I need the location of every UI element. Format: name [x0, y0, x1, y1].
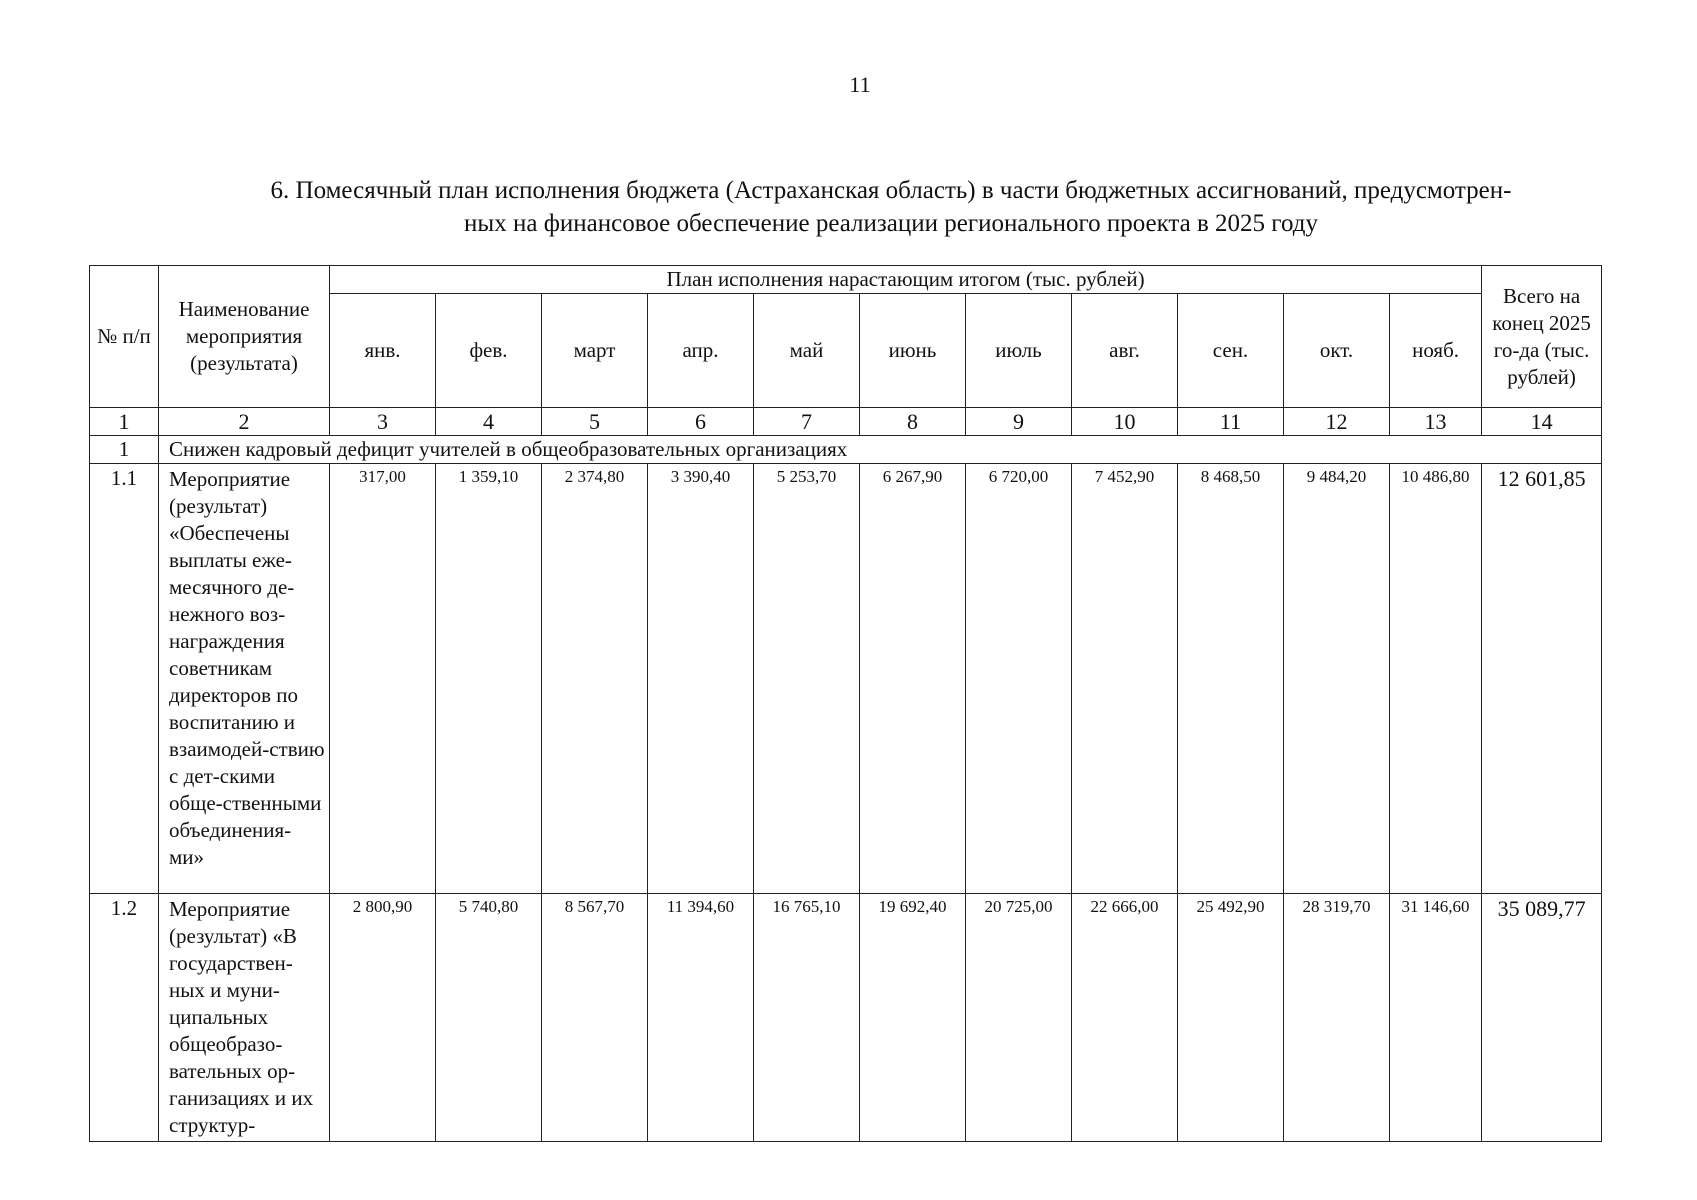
cell-value: 11 394,60 — [648, 894, 754, 1142]
budget-plan-table — [89, 265, 1602, 1142]
column-number: 11 — [1178, 408, 1284, 436]
header-month: окт. — [1284, 294, 1390, 408]
cell-value: 19 692,40 — [860, 894, 966, 1142]
column-number: 1 — [90, 408, 159, 436]
page-number: 11 — [849, 72, 871, 97]
cell-value: 22 666,00 — [1072, 894, 1178, 1142]
row-total: 12 601,85 — [1482, 464, 1602, 894]
cell-value: 1 359,10 — [436, 464, 542, 894]
column-number: 3 — [330, 408, 436, 436]
column-number: 12 — [1284, 408, 1390, 436]
table-row — [90, 464, 1602, 894]
cell-value: 6 720,00 — [966, 464, 1072, 894]
column-number: 14 — [1482, 408, 1602, 436]
header-plan-group: План исполнения нарастающим итогом (тыс. рублей) — [330, 266, 1482, 294]
row-name: Мероприятие (результат) «Обеспечены выплаты еже-месячного де-нежного воз-награждения советникам директоров по воспитанию и взаимодей-ствию с дет-скими обще-ственными объединения-ми» — [159, 464, 330, 894]
column-number: 9 — [966, 408, 1072, 436]
title-line-1: 6. Помесячный план исполнения бюджета (Астраханская область) в части бюджетных ассигнований, предусмотрен- — [270, 177, 1512, 204]
table-row — [90, 894, 1602, 1142]
column-number: 2 — [159, 408, 330, 436]
column-number: 10 — [1072, 408, 1178, 436]
column-number-row — [90, 408, 1602, 436]
cell-value: 28 319,70 — [1284, 894, 1390, 1142]
cell-value: 8 468,50 — [1178, 464, 1284, 894]
column-number: 4 — [436, 408, 542, 436]
cell-value: 10 486,80 — [1390, 464, 1482, 894]
header-month: сен. — [1178, 294, 1284, 408]
header-month: май — [754, 294, 860, 408]
section-title: Снижен кадровый дефицит учителей в общеобразовательных организациях — [159, 436, 1602, 464]
cell-value: 2 800,90 — [330, 894, 436, 1142]
header-month: июль — [966, 294, 1072, 408]
header-month: фев. — [436, 294, 542, 408]
header-month: нояб. — [1390, 294, 1482, 408]
cell-value: 6 267,90 — [860, 464, 966, 894]
row-number: 1.2 — [90, 894, 159, 1142]
section-number: 1 — [90, 436, 159, 464]
row-name: Мероприятие (результат) «В государствен-ных и муни-ципальных общеобразо-вательных ор-ганизациях и их структур- — [159, 894, 330, 1142]
cell-value: 8 567,70 — [542, 894, 648, 1142]
cell-value: 16 765,10 — [754, 894, 860, 1142]
column-number: 6 — [648, 408, 754, 436]
column-number: 5 — [542, 408, 648, 436]
header-month: авг. — [1072, 294, 1178, 408]
header-month: июнь — [860, 294, 966, 408]
section-row — [90, 436, 1602, 464]
cell-value: 5 740,80 — [436, 894, 542, 1142]
document-title — [185, 174, 1597, 240]
header-month: март — [542, 294, 648, 408]
header-name: Наименование мероприятия (результата) — [159, 266, 330, 408]
header-total: Всего на конец 2025 го-да (тыс. рублей) — [1482, 266, 1602, 408]
cell-value: 20 725,00 — [966, 894, 1072, 1142]
cell-value: 9 484,20 — [1284, 464, 1390, 894]
header-month: янв. — [330, 294, 436, 408]
cell-value: 317,00 — [330, 464, 436, 894]
cell-value: 3 390,40 — [648, 464, 754, 894]
title-line-2: ных на финансовое обеспечение реализации регионального проекта в 2025 году — [464, 210, 1318, 237]
column-number: 7 — [754, 408, 860, 436]
cell-value: 5 253,70 — [754, 464, 860, 894]
header-month: апр. — [648, 294, 754, 408]
header-num: № п/п — [90, 266, 159, 408]
row-total: 35 089,77 — [1482, 894, 1602, 1142]
row-number: 1.1 — [90, 464, 159, 894]
column-number: 8 — [860, 408, 966, 436]
cell-value: 7 452,90 — [1072, 464, 1178, 894]
cell-value: 2 374,80 — [542, 464, 648, 894]
column-number: 13 — [1390, 408, 1482, 436]
cell-value: 25 492,90 — [1178, 894, 1284, 1142]
cell-value: 31 146,60 — [1390, 894, 1482, 1142]
